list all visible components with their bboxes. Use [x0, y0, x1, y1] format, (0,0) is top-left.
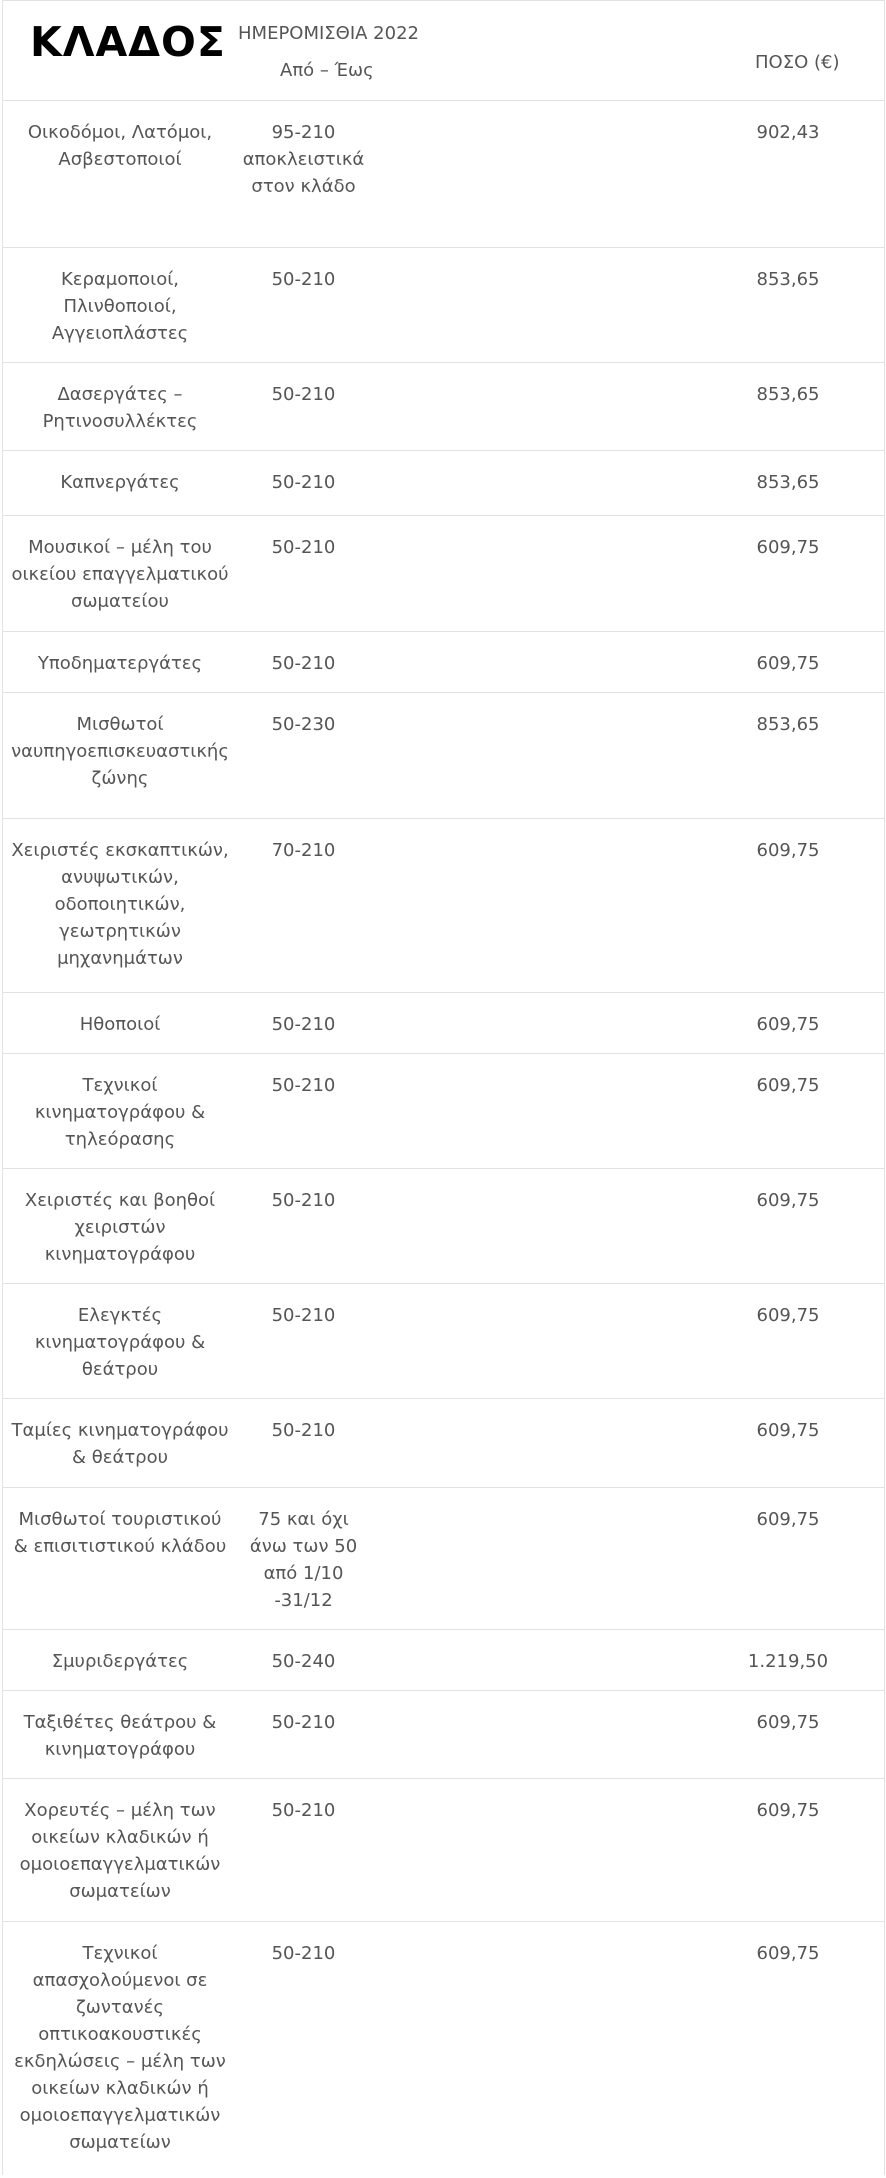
branch-cell-line: γεωτρητικών: [59, 921, 181, 942]
range-cell: [236, 1011, 371, 1038]
table-body: [3, 101, 884, 2175]
range-cell: [236, 1797, 371, 1824]
branch-cell: [11, 1940, 229, 2156]
range-cell-line: 50-210: [271, 472, 336, 493]
branch-cell: [11, 1011, 229, 1038]
branch-cell: [11, 1506, 229, 1560]
range-cell-line: 50-210: [271, 384, 336, 405]
table-row: [3, 1169, 884, 1284]
amount-cell: [703, 266, 873, 293]
range-cell: [236, 1072, 371, 1099]
amount-cell-line: 609,75: [756, 537, 820, 558]
amount-column-header: ΠΟΣΟ (€): [755, 52, 840, 73]
range-cell: [236, 1187, 371, 1214]
amount-cell-line: 1.219,50: [747, 1651, 829, 1672]
range-cell-line: αποκλειστικά: [242, 149, 365, 170]
days-column-header: ΗΜΕΡΟΜΙΣΘΙΑ 2022: [238, 23, 419, 44]
branch-cell: [11, 534, 229, 615]
branch-cell: [11, 1709, 229, 1763]
amount-cell-line: 609,75: [756, 1420, 820, 1441]
amount-cell-line: 609,75: [756, 1014, 820, 1035]
range-cell-line: 50-210: [271, 1305, 336, 1326]
range-cell: [236, 534, 371, 561]
range-cell: [236, 1648, 371, 1675]
amount-cell-line: 609,75: [756, 1305, 820, 1326]
branch-cell-line: οικείου επαγγελματικού: [11, 564, 229, 585]
branch-cell: [11, 119, 229, 173]
branch-cell-line: κινηματογράφου &: [34, 1102, 206, 1123]
branch-cell-line: Ρητινοσυλλέκτες: [42, 411, 198, 432]
branch-cell-line: Καπνεργάτες: [60, 472, 180, 493]
branch-cell: [11, 1797, 229, 1905]
branch-cell-line: σωματείων: [69, 2132, 171, 2153]
branch-cell-line: απασχολούμενοι σε: [32, 1970, 208, 1991]
range-cell-line: 50-230: [271, 714, 336, 735]
amount-cell: [703, 534, 873, 561]
range-cell-line: 50-210: [271, 1712, 336, 1733]
branch-cell-line: ομοιοεπαγγελματικών: [19, 1854, 221, 1875]
range-cell: [236, 469, 371, 496]
amount-cell: [703, 837, 873, 864]
amount-cell: [703, 650, 873, 677]
amount-cell-line: 609,75: [756, 653, 820, 674]
range-cell-line: από 1/10: [263, 1563, 344, 1584]
table-row: [3, 1922, 884, 2175]
branch-cell-line: Δασεργάτες –: [57, 384, 183, 405]
branch-cell-line: Σμυριδεργάτες: [51, 1651, 189, 1672]
branch-cell-line: Οικοδόμοι, Λατόμοι,: [27, 122, 213, 143]
amount-cell-line: 609,75: [756, 1075, 820, 1096]
branch-cell-line: τηλεόρασης: [64, 1129, 176, 1150]
branch-cell: [11, 1072, 229, 1153]
branch-cell: [11, 1417, 229, 1471]
branch-cell: [11, 266, 229, 347]
table-row: [3, 693, 884, 819]
range-cell: [236, 1709, 371, 1736]
branch-cell-line: Τεχνικοί: [82, 1943, 158, 1964]
range-cell-line: 50-210: [271, 1014, 336, 1035]
amount-cell: [703, 381, 873, 408]
amount-cell-line: 902,43: [756, 122, 820, 143]
range-cell-line: 50-210: [271, 1800, 336, 1821]
range-cell: [236, 119, 371, 200]
branch-cell-line: Ελεγκτές: [77, 1305, 163, 1326]
branch-cell-line: ζωντανές: [76, 1997, 164, 2018]
table-row: [3, 101, 884, 248]
amount-cell-line: 609,75: [756, 840, 820, 861]
branch-cell-line: κινηματογράφου &: [34, 1332, 206, 1353]
amount-cell: [703, 1648, 873, 1675]
branch-cell-line: Χειριστές εκσκαπτικών,: [11, 840, 229, 861]
branch-cell-line: Πλινθοποιοί,: [63, 296, 177, 317]
amount-cell-line: 853,65: [756, 384, 820, 405]
table-header: [3, 1, 884, 101]
branch-cell-line: κινηματογράφου: [44, 1739, 196, 1760]
branch-cell: [11, 650, 229, 677]
branch-cell-line: σωματείων: [69, 1881, 171, 1902]
branch-cell-line: σωματείου: [71, 591, 169, 612]
amount-cell: [703, 711, 873, 738]
table-row: [3, 1691, 884, 1779]
amount-cell: [703, 1417, 873, 1444]
range-cell-line: 50-210: [271, 1943, 336, 1964]
table-row: [3, 516, 884, 632]
amount-cell-line: 609,75: [756, 1509, 820, 1530]
amount-cell-line: 853,65: [756, 472, 820, 493]
branch-cell-line: ναυπηγοεπισκευαστικής: [11, 741, 229, 762]
branch-cell-line: ομοιοεπαγγελματικών: [19, 2105, 221, 2126]
amount-cell: [703, 1011, 873, 1038]
table-row: [3, 1284, 884, 1399]
amount-cell: [703, 469, 873, 496]
range-cell-line: 50-210: [271, 653, 336, 674]
branch-cell-line: οικείων κλαδικών ή: [31, 1827, 209, 1848]
branch-cell-line: Κεραμοποιοί,: [60, 269, 180, 290]
branch-cell: [11, 711, 229, 792]
branch-cell-line: Χορευτές – μέλη των: [24, 1800, 216, 1821]
branch-cell-line: ζώνης: [91, 768, 149, 789]
amount-cell: [703, 1072, 873, 1099]
branch-cell-line: κινηματογράφου: [44, 1244, 196, 1265]
branch-cell: [11, 1648, 229, 1675]
table-row: [3, 451, 884, 516]
amount-cell: [703, 1302, 873, 1329]
amount-cell-line: 609,75: [756, 1190, 820, 1211]
branch-cell-line: ανυψωτικών,: [61, 867, 179, 888]
branch-cell: [11, 1302, 229, 1383]
range-cell: [236, 711, 371, 738]
branch-cell-line: μηχανημάτων: [57, 948, 183, 969]
branch-cell-line: οικείων κλαδικών ή: [31, 2078, 209, 2099]
table-row: [3, 993, 884, 1054]
range-cell-line: 50-210: [271, 1420, 336, 1441]
amount-cell: [703, 119, 873, 146]
branch-cell-line: Ασβεστοποιοί: [58, 149, 182, 170]
amount-cell: [703, 1187, 873, 1214]
branch-cell: [11, 837, 229, 972]
range-cell: [236, 266, 371, 293]
range-cell-line: 75 και όχι: [258, 1509, 349, 1530]
branch-cell-line: οδοποιητικών,: [54, 894, 186, 915]
branch-cell-line: Μισθωτοί: [76, 714, 164, 735]
table-row: [3, 1399, 884, 1488]
amount-cell-line: 609,75: [756, 1712, 820, 1733]
table-row: [3, 632, 884, 693]
table-row: [3, 248, 884, 363]
branch-column-header: ΚΛΑΔΟΣ: [30, 18, 226, 66]
range-cell-line: 95-210: [271, 122, 336, 143]
range-cell: [236, 837, 371, 864]
amount-cell: [703, 1709, 873, 1736]
range-cell-line: 50-210: [271, 269, 336, 290]
branch-cell-line: & επισιτιστικού κλάδου: [13, 1536, 227, 1557]
branch-cell-line: & θεάτρου: [71, 1447, 169, 1468]
table-row: [3, 363, 884, 451]
branch-cell-line: οπτικοακουστικές: [38, 2024, 202, 2045]
daily-wages-table: [2, 0, 885, 2175]
branch-cell-line: χειριστών: [74, 1217, 166, 1238]
amount-cell-line: 853,65: [756, 714, 820, 735]
amount-cell: [703, 1506, 873, 1533]
table-row: [3, 1779, 884, 1922]
range-cell-line: άνω των 50: [249, 1536, 358, 1557]
branch-cell: [11, 381, 229, 435]
branch-cell-line: Ηθοποιοί: [79, 1014, 161, 1035]
table-row: [3, 1488, 884, 1630]
range-cell-line: 50-240: [271, 1651, 336, 1672]
table-row: [3, 819, 884, 993]
range-cell: [236, 1940, 371, 1967]
branch-cell-line: εκδηλώσεις – μέλη των: [14, 2051, 226, 2072]
branch-cell-line: Τεχνικοί: [82, 1075, 158, 1096]
range-cell: [236, 1506, 371, 1614]
range-cell-line: -31/12: [274, 1590, 333, 1611]
branch-cell: [11, 469, 229, 496]
branch-cell-line: Χειριστές και βοηθοί: [24, 1190, 216, 1211]
branch-cell-line: Μισθωτοί τουριστικού: [18, 1509, 222, 1530]
table-row: [3, 1054, 884, 1169]
range-cell: [236, 1302, 371, 1329]
range-cell-line: στον κλάδο: [251, 176, 356, 197]
amount-cell-line: 609,75: [756, 1943, 820, 1964]
range-cell-line: 50-210: [271, 537, 336, 558]
table-row: [3, 1630, 884, 1691]
amount-cell: [703, 1940, 873, 1967]
range-cell-line: 50-210: [271, 1075, 336, 1096]
range-cell-line: 50-210: [271, 1190, 336, 1211]
range-cell: [236, 381, 371, 408]
branch-cell-line: Μουσικοί – μέλη του: [28, 537, 212, 558]
branch-cell: [11, 1187, 229, 1268]
branch-cell-line: θεάτρου: [81, 1359, 159, 1380]
range-cell-line: 70-210: [271, 840, 336, 861]
amount-cell: [703, 1797, 873, 1824]
branch-cell-line: Αγγειοπλάστες: [51, 323, 189, 344]
range-cell: [236, 650, 371, 677]
branch-cell-line: Υποδηματεργάτες: [37, 653, 203, 674]
range-column-subheader: Από – Έως: [280, 60, 374, 81]
branch-cell-line: Ταξιθέτες θεάτρου &: [23, 1712, 217, 1733]
amount-cell-line: 853,65: [756, 269, 820, 290]
branch-cell-line: Ταμίες κινηματογράφου: [11, 1420, 229, 1441]
amount-cell-line: 609,75: [756, 1800, 820, 1821]
range-cell: [236, 1417, 371, 1444]
